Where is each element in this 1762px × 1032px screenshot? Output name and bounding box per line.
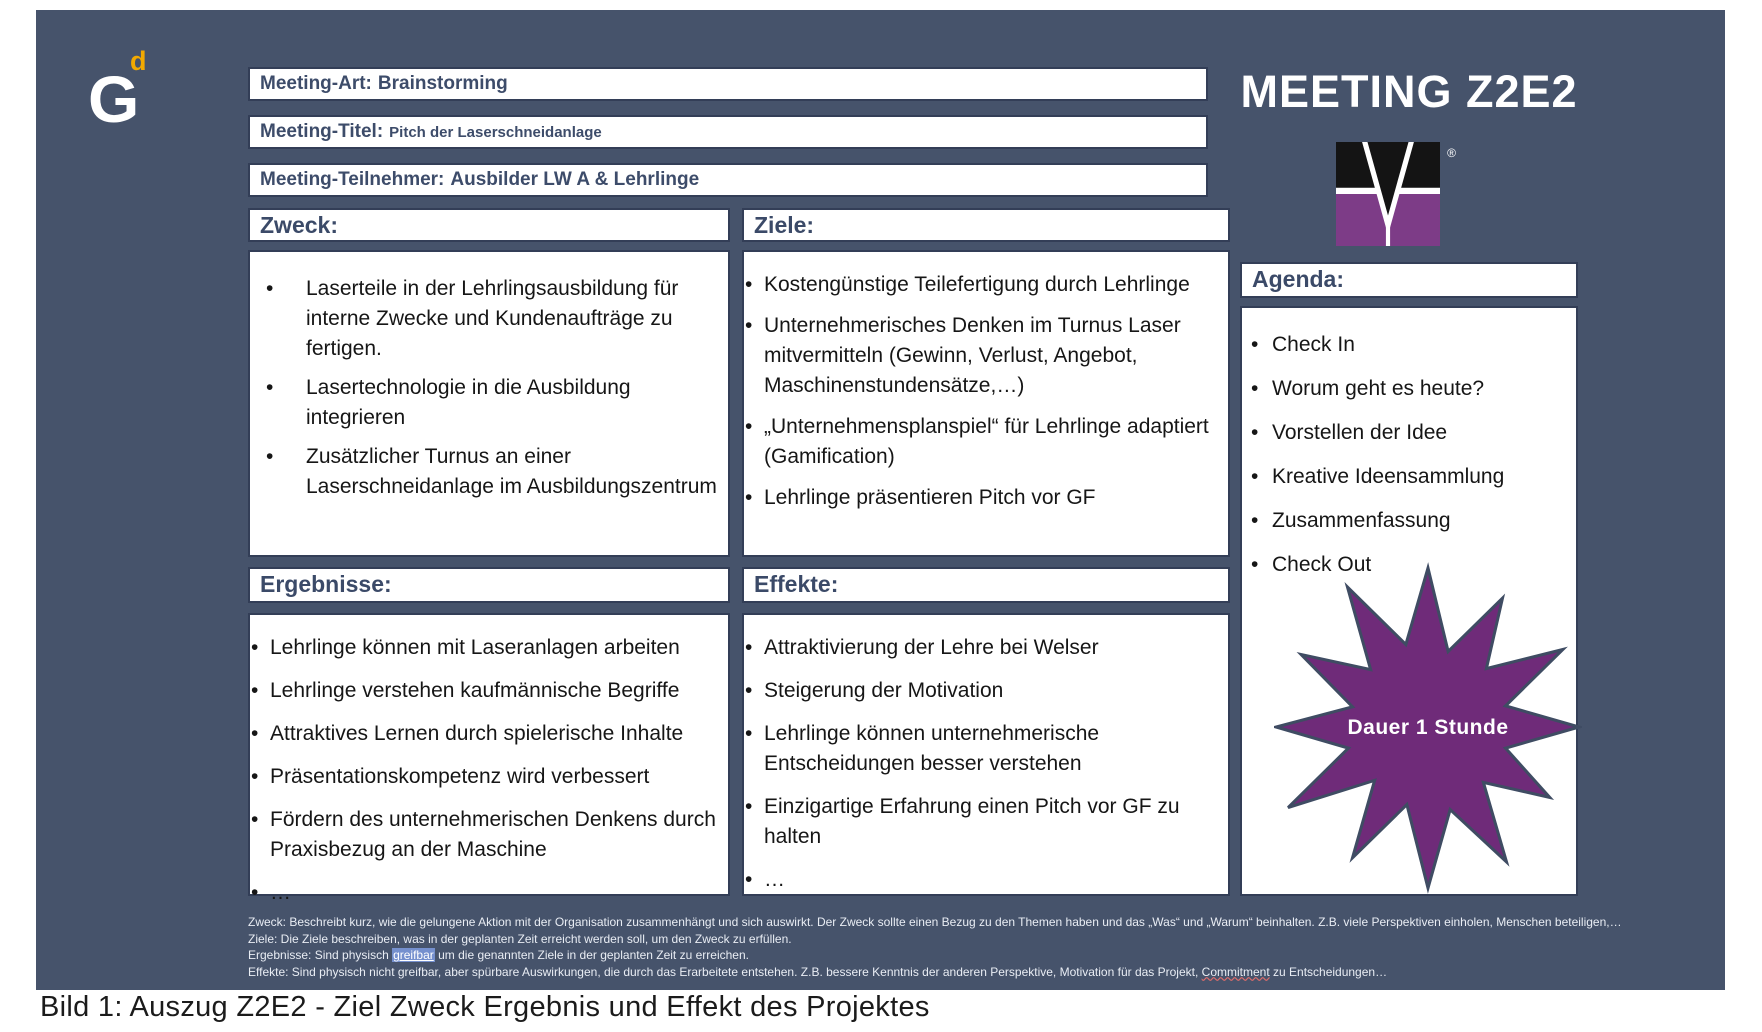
meeting-art-bar (248, 67, 1208, 101)
list-item (1242, 330, 1568, 360)
list-item-text: Lasertechnologie in die Ausbildung integrieren (306, 376, 631, 429)
list-item-text: Steigerung der Motivation (764, 679, 1004, 702)
spellcheck-word: Commitment (1201, 964, 1270, 979)
ziele-header (742, 208, 1230, 242)
list-item (250, 762, 720, 792)
list-item-text: Einzigartige Erfahrung einen Pitch vor GF zu halten (764, 795, 1180, 848)
list-item-text: Präsentationskompetenz wird verbessert (270, 765, 650, 788)
footnote-text: Zweck: Beschreibt kurz, wie die gelungene Aktion mit der Organisation zusammenhängt und sich auswirkt. Der Zweck sollte einen Bezug zu den Themen haben und das „Was“ und „Warum“ beinhalten. Z.B. viele Perspektiven einholen, Menschen beteiligen,… (248, 915, 1622, 929)
list-item-text: Unternehmerisches Denken im Turnus Laser mitvermitteln (Gewinn, Verlust, Angebot, Maschinenstundensätze,…) (764, 314, 1181, 397)
list-item-text: Lehrlinge verstehen kaufmännische Begriffe (270, 679, 680, 702)
meeting-teilnehmer-label: Meeting-Teilnehmer: (260, 169, 445, 190)
footnote-text: Ergebnisse: Sind physisch (248, 948, 393, 962)
duration-badge-label: Dauer 1 Stunde (1347, 716, 1509, 739)
ziele-content (742, 250, 1230, 557)
meeting-teilnehmer-bar (248, 163, 1208, 197)
list-item-text: Kreative Ideensammlung (1272, 465, 1505, 488)
highlighted-word: greifbar (393, 948, 434, 962)
footnote-ziele (248, 931, 1738, 948)
figure-caption: Bild 1: Auszug Z2E2 - Ziel Zweck Ergebnis und Effekt des Projektes (40, 991, 930, 1023)
meeting-art-label: Meeting-Art: (260, 73, 372, 94)
meeting-titel-label: Meeting-Titel: (260, 121, 384, 142)
list-item-text: Check In (1272, 333, 1355, 356)
footnote-zweck (248, 914, 1738, 931)
list-item (744, 865, 1220, 895)
list-item (1242, 374, 1568, 404)
list-item-text: Kostengünstige Teilefertigung durch Lehrlinge (764, 273, 1190, 296)
footnote-text: zu Entscheidungen… (1269, 964, 1388, 979)
list-item (1242, 418, 1568, 448)
ergebnisse-header (248, 567, 730, 603)
footnote-ergebnisse (248, 947, 1738, 964)
company-logo (88, 46, 188, 152)
effekte-content (742, 613, 1230, 896)
list-item (250, 676, 720, 706)
meeting-titel-bar (248, 115, 1208, 149)
meeting-teilnehmer-value: Ausbilder LW A & Lehrlinge (450, 169, 700, 190)
ziele-title: Ziele: (754, 212, 815, 238)
list-item (250, 373, 720, 433)
list-item (744, 633, 1220, 663)
ergebnisse-title: Ergebnisse: (260, 571, 392, 597)
list-item (250, 274, 720, 364)
m-logo-icon (1336, 142, 1440, 246)
list-item (744, 792, 1220, 852)
footnote-text: Ziele: Die Ziele beschreiben, was in der geplanten Zeit erreicht werden soll, um den Zweck zu erfüllen. (248, 931, 792, 946)
list-item-text: Fördern des unternehmerischen Denkens durch Praxisbezug an der Maschine (270, 808, 716, 861)
list-item (744, 412, 1220, 472)
list-item (250, 442, 720, 502)
duration-badge (1274, 560, 1582, 894)
zweck-list (250, 252, 728, 502)
meeting-art-value: Brainstorming (377, 73, 508, 94)
effekte-title: Effekte: (754, 571, 839, 597)
ziele-list (744, 252, 1228, 513)
list-item (744, 719, 1220, 779)
registered-trademark: ® (1447, 146, 1456, 160)
list-item (744, 483, 1220, 513)
list-item (1242, 462, 1568, 492)
list-item-text: Zusammenfassung (1272, 509, 1451, 532)
list-item-text: Laserteile in der Lehrlingsausbildung für interne Zwecke und Kundenaufträge zu fertigen. (306, 277, 679, 360)
footnote-text: Effekte: Sind physisch nicht greifbar, aber spürbare Auswirkungen, die durch das Erarbeitete entstehen. Z.B. bessere Kenntnis der anderen Perspektive, Motivation für das Projekt, (248, 964, 1202, 979)
footnotes (248, 914, 1738, 980)
list-item (250, 805, 720, 865)
list-item-text: Attraktives Lernen durch spielerische Inhalte (270, 722, 684, 745)
list-item-text: Lehrlinge präsentieren Pitch vor GF (764, 486, 1096, 509)
slide-title: MEETING Z2E2 (1240, 66, 1578, 117)
effekte-list (744, 615, 1228, 895)
list-item-text: … (764, 868, 785, 891)
zweck-title: Zweck: (260, 212, 338, 238)
list-item (250, 719, 720, 749)
list-item-text: Lehrlinge können unternehmerische Entscheidungen besser verstehen (764, 722, 1100, 775)
list-item (744, 676, 1220, 706)
list-item-text: „Unternehmensplanspiel“ für Lehrlinge adaptiert (Gamification) (764, 415, 1209, 468)
footnote-text: um die genannten Ziele in der geplanten Zeit zu erreichen. (434, 948, 749, 962)
list-item-text: Check Out (1272, 553, 1372, 576)
ergebnisse-content (248, 613, 730, 904)
list-item (1242, 506, 1568, 536)
list-item (250, 633, 720, 663)
agenda-list (1242, 308, 1576, 580)
list-item-text: Worum geht es heute? (1272, 377, 1485, 400)
meeting-titel-value: Pitch der Laserschneidanlage (389, 124, 602, 141)
meeting-method-logo (1336, 142, 1456, 246)
agenda-header (1240, 262, 1578, 298)
zweck-content (248, 250, 730, 557)
list-item (250, 878, 720, 908)
list-item-text: Attraktivierung der Lehre bei Welser (764, 636, 1099, 659)
list-item (744, 311, 1220, 401)
zweck-header (248, 208, 730, 242)
brand-letter-g: G (88, 62, 140, 136)
effekte-header (742, 567, 1230, 603)
ergebnisse-list (250, 615, 728, 908)
list-item-text: … (270, 881, 291, 904)
list-item-text: Vorstellen der Idee (1272, 421, 1448, 444)
agenda-title: Agenda: (1252, 266, 1344, 292)
footnote-effekte (248, 964, 1738, 981)
list-item-text: Zusätzlicher Turnus an einer Laserschneidanlage im Ausbildungszentrum (306, 445, 717, 498)
list-item-text: Lehrlinge können mit Laseranlagen arbeiten (270, 636, 680, 659)
z2e2-slide (36, 10, 1725, 990)
list-item (744, 270, 1220, 300)
brand-superscript-d: d (130, 46, 147, 76)
